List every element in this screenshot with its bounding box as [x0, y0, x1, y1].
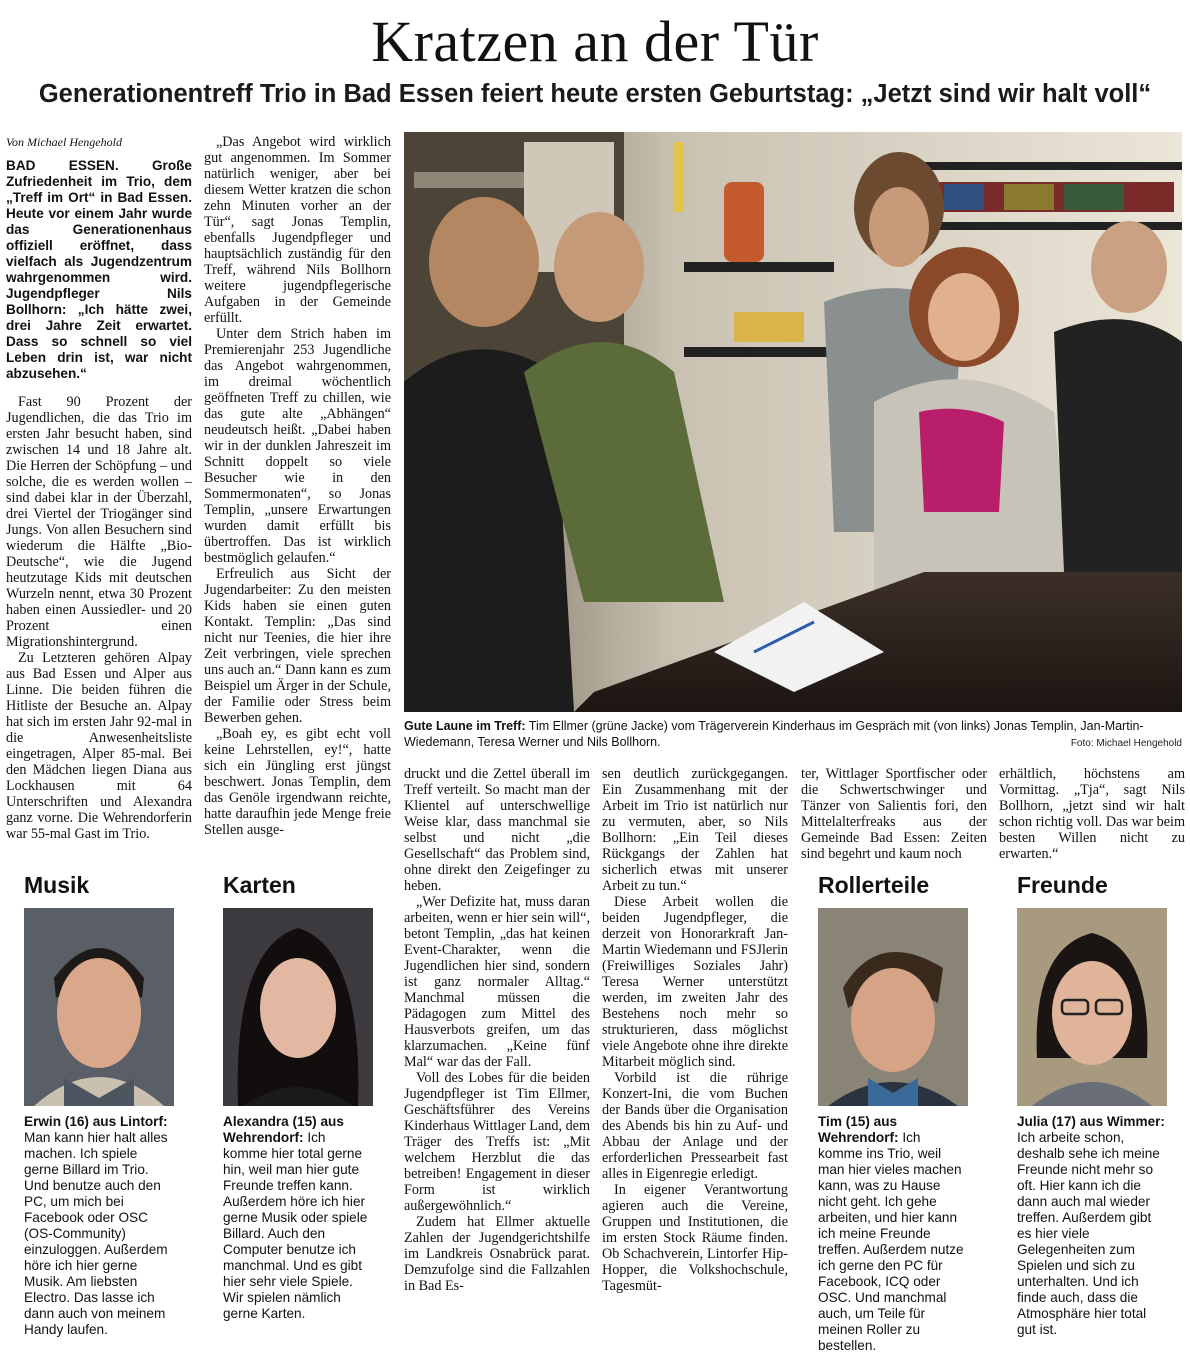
portrait-erwin	[24, 908, 174, 1106]
profile-text: Ich arbeite schon, deshalb sehe ich meine Freunde nicht mehr so oft. Hier kann ich die dann auch mal wieder treffen. Außerdem gibt es hier viele Gelegenheiten zum Spielen und sich zu unterhalten. Und ich finde auch, dass die Atmosphäre hier total gut ist.	[1017, 1130, 1160, 1337]
portrait-illustration	[818, 908, 968, 1106]
profile-name: Erwin (16) aus Lintorf:	[24, 1114, 168, 1129]
paragraph: Vorbild ist die rührige Konzert-Ini, die vom Buchen der Bands über die Organisation des Abends bis hin zu Auf- und Abbau der Anlage und der erforderlichen Pressearbeit fast alles in Eigenregie erledigt.	[602, 1070, 788, 1182]
paragraph: „Boah ey, es gibt echt voll keine Lehrstellen, ey!“, hatte sich ein Jüngling erst jüngst beschwert. Jonas Templin, dem das Genöle irgendwann reichte, hatte daraufhin jede Menge freie Stellen ausge-	[204, 726, 391, 838]
photo-credit: Foto: Michael Hengehold	[1070, 738, 1182, 749]
paragraph: ter, Wittlager Sportfischer oder die Schwertschwinger und Tänzer von Salientis fori, den Mittelalterfreaks aus der Gemeinde Bad Essen: Zeiten sind begehrt und kaum noch	[801, 766, 987, 862]
article-column-5	[801, 766, 987, 862]
caption-lead: Gute Laune im Treff:	[404, 719, 526, 733]
paragraph: „Wer Defizite hat, muss daran arbeiten, wenn er hier sein will“, betont Templin, „das hat keinen Event-Charakter, wenn die Jugendlichen hier sind, sondern ist ganz normaler Alltag.“ Manchmal müssen die Pädagogen zum Mittel des Hausverbots greifen, um das klarzumachen. „Keine fünf Mal“ war das der Fall.	[404, 894, 590, 1070]
article-column-3	[404, 766, 590, 1318]
portrait-illustration	[1017, 908, 1167, 1106]
portrait-julia	[1017, 908, 1167, 1106]
article-column-1	[6, 134, 192, 864]
paragraph: Fast 90 Prozent der Jugendlichen, die das Trio im ersten Jahr besucht haben, sind zwischen 14 und 18 Jahre alt. Die Herren der Schöpfung – und solche, die es werden wollen – sind dabei klar in der Überzahl, drei Viertel der Triogänger sind Jungs. Von allen Besuchern sind wiederum die Hälfte „Bio-Deutsche“, wie die Jugend heutzutage Kids mit deutschen Wurzeln nennt, etwa 30 Prozent haben einen Aussiedler- und 20 Prozent einen Migrationshintergrund.	[6, 394, 192, 650]
portrait-tim	[818, 908, 968, 1106]
paragraph: Unter dem Strich haben im Premierenjahr 253 Jugendliche das Angebot wahrgenommen, im dreimal wöchentlich geöffneten Treff zu chillen, wie das gute alte „Abhängen“ neudeutsch heißt. „Dabei haben wir in der dunklen Jahreszeit im Schnitt doppelt so viele Besucher wie in den Sommermonaten“, so Jonas Templin, „unsere Erwartungen wurden damit erfüllt bis übertroffen. Das ist wirklich bestmöglich gelaufen.“	[204, 326, 391, 566]
paragraph: Zudem hat Ellmer aktuelle Zahlen der Jugendgerichtshilfe im Landkreis Osnabrück parat. Demzufolge sind die Fallzahlen in Bad Es-	[404, 1214, 590, 1294]
caption-text: Tim Ellmer (grüne Jacke) vom Trägerverein Kinderhaus im Gespräch mit (von links) Jonas Templin, Jan-Martin-Wiedemann, Teresa Werner und Nils Bollhorn.	[404, 719, 1144, 749]
lead-paragraph: BAD ESSEN. Große Zufriedenheit im Trio, dem „Treff im Ort“ in Bad Essen. Heute vor einem Jahr wurde das Generationenhaus offiziell eröffnet, dass vielfach als Jugendzentrum wahrgenommen wird. Jugendpfleger Nils Bollhorn: „Ich hätte zwei, drei Jahre Zeit erwartet. Dass so schnell so viel Leben drin ist, war nicht abzusehen.“	[6, 158, 192, 381]
group-photo-illustration	[404, 132, 1182, 712]
profile-name: Alexandra (15) aus Wehrendorf:	[223, 1114, 344, 1145]
portrait-alexandra	[223, 908, 373, 1106]
paragraph: Zu Letzteren gehören Alpay aus Bad Essen und Alper aus Linne. Die beiden führen die Hitliste der Besuche an. Alpay hat sich im ersten Jahr 92-mal in die Anwesenheitsliste eingetragen, Alper 85-mal. Bei den Mädchen liegen Diana aus Lockhausen mit 64 Unterschriften und Alexandra ganz vorne. Die Wehrendorferin war 55-mal Gast im Trio.	[6, 650, 192, 842]
profile-heading: Karten	[223, 872, 296, 898]
profile-heading: Rollerteile	[818, 872, 930, 898]
profile-text: Ich komme ins Trio, weil man hier vieles machen kann, was zu Hause nicht geht. Ich gehe arbeiten, und hier kann ich meine Freunde treffen. Außerdem nutze ich gerne den PC für Facebook, ICQ oder OSC. Und manchmal auch, um Teile für meinen Roller zu bestellen.	[818, 1130, 964, 1353]
profile-quote	[223, 1114, 373, 1321]
paragraph: sen deutlich zurückgegangen. Ein Zusammenhang mit der Arbeit im Trio ist natürlich nur zu vermuten, aber, so Nils Bollhorn: „Ein Teil dieses Rückgangs der Zahlen hat sicherlich etwas mit unserer Arbeit zu tun.“	[602, 766, 788, 894]
profile-name: Tim (15) aus Wehrendorf:	[818, 1114, 899, 1145]
paragraph: erhältlich, höchstens am Vormittag. „Tja“, sagt Nils Bollhorn, „jetzt sind wir halt schon richtig voll. Das war beim besten Willen nicht zu erwarten.“	[999, 766, 1185, 862]
article-column-4	[602, 766, 788, 1318]
profile-quote	[818, 1114, 968, 1353]
paragraph: Voll des Lobes für die beiden Jugendpfleger ist Tim Ellmer, Geschäftsführer des Vereins Kinderhaus Wittlager Land, dem Träger des Treffs ist: „Mit welchem Herzblut die das betreiben! Engagement in dieser Form ist wirklich außergewöhnlich.“	[404, 1070, 590, 1214]
profile-heading: Freunde	[1017, 872, 1108, 898]
byline: Von Michael Hengehold	[6, 135, 122, 149]
profile-text: Ich komme hier total gerne hin, weil man hier gute Freunde treffen kann. Außerdem höre ich hier gerne Musik oder spiele Billard. Auch den Computer benutze ich manchmal. Und es gibt hier sehr viele Spiele. Wir spielen nämlich gerne Karten.	[223, 1130, 368, 1321]
profile-quote	[1017, 1114, 1167, 1337]
profile-heading: Musik	[24, 872, 90, 898]
profile-name: Julia (17) aus Wimmer:	[1017, 1114, 1165, 1129]
photo-caption	[404, 718, 1182, 750]
paragraph: Diese Arbeit wollen die beiden Jugendpfleger, die derzeit von Honorarkraft Jan-Martin Wiedemann und FSJlerin (Freiwilliges Soziales Jahr) Teresa Werner unterstützt werden, im zweiten Jahr des Bestehens noch mehr so strukturieren, dass möglichst viele Angebote ohne ihre direkte Mitarbeit möglich sind.	[602, 894, 788, 1070]
headline: Kratzen an der Tür	[371, 9, 819, 74]
article-column-2	[204, 134, 391, 864]
group-photo	[404, 132, 1182, 712]
subheadline: Generationentreff Trio in Bad Essen feiert heute ersten Geburtstag: „Jetzt sind wir halt voll“	[38, 80, 1152, 108]
paragraph: druckt und die Zettel überall im Treff verteilt. So macht man der Klientel auf unterschwellige Weise klar, dass manchmal sie selbst und nicht „die Gesellschaft“ das Problem sind, ohne direkt den Zeigefinger zu heben.	[404, 766, 590, 894]
portrait-illustration	[24, 908, 174, 1106]
profile-text: Man kann hier halt alles machen. Ich spiele gerne Billard im Trio. Und benutze auch den PC, um mich bei Facebook oder OSC (OS-Community) einzuloggen. Außerdem höre ich hier gerne Musik. Am liebsten Electro. Das lasse ich dann auch von meinem Handy laufen.	[24, 1130, 168, 1337]
profile-quote	[24, 1114, 174, 1337]
paragraph: „Das Angebot wird wirklich gut angenommen. Im Sommer natürlich weniger, aber bei diesem Wetter kratzen die schon zehn Minuten vorher an der Tür“, sagt Jonas Templin, ebenfalls Jugendpfleger und hauptsächlich zuständig für den Treff, während Nils Bollhorn weitere jugendpflegerische Aufgaben in der Gemeinde erfüllt.	[204, 134, 391, 326]
article-column-6	[999, 766, 1185, 862]
paragraph: In eigener Verantwortung agieren auch die Vereine, Gruppen und Institutionen, die im ersten Stock Räume finden. Ob Schachverein, Lintorfer Hip-Hopper, die Volkshochschule, Tagesmüt-	[602, 1182, 788, 1294]
paragraph: Erfreulich aus Sicht der Jugendarbeiter: Zu den meisten Kids haben sie einen guten Kontakt. Templin: „Das sind nicht nur Teenies, die hier ihre Zeit verbringen, viele sprechen uns auch an.“ Dann kann es zum Beispiel um Ärger in der Schule, der Familie oder Stress beim Bewerben gehen.	[204, 566, 391, 726]
portrait-illustration	[223, 908, 373, 1106]
